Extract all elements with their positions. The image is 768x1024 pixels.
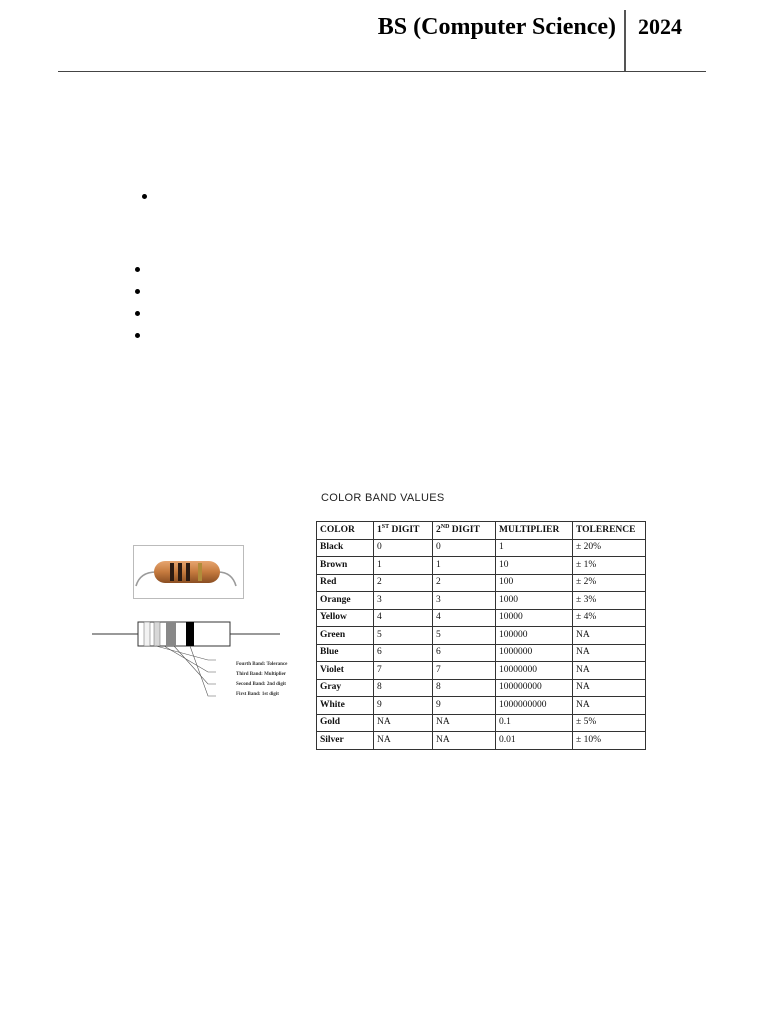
cell-tolerance: ± 5% [573, 714, 646, 732]
label-third-band: Third Band: Multiplier [236, 672, 287, 677]
cell-second-digit: 1 [433, 557, 496, 575]
table-row [317, 574, 646, 592]
cell-first-digit: 6 [374, 644, 433, 662]
bullet-point [135, 311, 140, 316]
cell-tolerance: NA [573, 679, 646, 697]
bullet-point [135, 267, 140, 272]
cell-second-digit: 3 [433, 592, 496, 610]
table-row [317, 557, 646, 575]
cell-second-digit: 4 [433, 609, 496, 627]
cell-tolerance: NA [573, 697, 646, 715]
cell-color: Brown [317, 557, 374, 575]
cell-tolerance: NA [573, 627, 646, 645]
cell-color: Orange [317, 592, 374, 610]
cell-first-digit: 8 [374, 679, 433, 697]
cell-color: Yellow [317, 609, 374, 627]
header-second-digit: 2ND DIGIT [433, 522, 496, 540]
cell-second-digit: 8 [433, 679, 496, 697]
cell-tolerance: NA [573, 644, 646, 662]
resistor-photo-image [134, 546, 243, 598]
cell-second-digit: 9 [433, 697, 496, 715]
color-band-table [316, 521, 646, 750]
table-row [317, 539, 646, 557]
cell-second-digit: 5 [433, 627, 496, 645]
header-rule [58, 71, 706, 72]
cell-multiplier: 0.01 [496, 732, 573, 750]
table-row [317, 609, 646, 627]
cell-first-digit: 4 [374, 609, 433, 627]
cell-multiplier: 10000 [496, 609, 573, 627]
cell-second-digit: 6 [433, 644, 496, 662]
cell-second-digit: 0 [433, 539, 496, 557]
cell-tolerance: NA [573, 662, 646, 680]
header-color: COLOR [317, 522, 374, 540]
cell-tolerance: ± 2% [573, 574, 646, 592]
cell-multiplier: 0.1 [496, 714, 573, 732]
table-row [317, 697, 646, 715]
cell-tolerance: ± 3% [573, 592, 646, 610]
cell-multiplier: 10000000 [496, 662, 573, 680]
bullet-point [135, 333, 140, 338]
cell-tolerance: ± 20% [573, 539, 646, 557]
header-tolerance: TOLERENCE [573, 522, 646, 540]
header-divider [624, 10, 626, 72]
cell-color: Gold [317, 714, 374, 732]
cell-second-digit: 7 [433, 662, 496, 680]
table-caption: COLOR BAND VALUES [321, 492, 445, 504]
cell-second-digit: NA [433, 732, 496, 750]
cell-first-digit: NA [374, 714, 433, 732]
cell-tolerance: ± 1% [573, 557, 646, 575]
cell-color: Gray [317, 679, 374, 697]
resistor-photo [133, 545, 244, 599]
header-first-digit: 1ST DIGIT [374, 522, 433, 540]
table-body [317, 539, 646, 749]
table-row [317, 627, 646, 645]
cell-color: Blue [317, 644, 374, 662]
document-year: 2024 [638, 14, 682, 39]
cell-tolerance: ± 4% [573, 609, 646, 627]
cell-color: White [317, 697, 374, 715]
cell-tolerance: ± 10% [573, 732, 646, 750]
cell-first-digit: 3 [374, 592, 433, 610]
cell-color: Green [317, 627, 374, 645]
resistor-band-diagram [90, 612, 330, 722]
cell-first-digit: 2 [374, 574, 433, 592]
cell-first-digit: NA [374, 732, 433, 750]
cell-first-digit: 5 [374, 627, 433, 645]
cell-first-digit: 0 [374, 539, 433, 557]
label-first-band: First Band: 1st digit [236, 692, 279, 697]
table-row [317, 644, 646, 662]
cell-color: Black [317, 539, 374, 557]
cell-color: Violet [317, 662, 374, 680]
bullet-point [135, 289, 140, 294]
table-row [317, 592, 646, 610]
cell-first-digit: 7 [374, 662, 433, 680]
table-row [317, 732, 646, 750]
cell-color: Red [317, 574, 374, 592]
bullet-point [142, 194, 147, 199]
cell-multiplier: 10 [496, 557, 573, 575]
cell-color: Silver [317, 732, 374, 750]
table-row [317, 662, 646, 680]
cell-multiplier: 1000000 [496, 644, 573, 662]
cell-second-digit: NA [433, 714, 496, 732]
cell-multiplier: 1 [496, 539, 573, 557]
cell-first-digit: 9 [374, 697, 433, 715]
cell-multiplier: 1000000000 [496, 697, 573, 715]
table-row [317, 679, 646, 697]
cell-multiplier: 100000 [496, 627, 573, 645]
table-header-row [317, 522, 646, 540]
cell-multiplier: 100000000 [496, 679, 573, 697]
label-second-band: Second Band: 2nd digit [236, 682, 286, 687]
header-multiplier: MULTIPLIER [496, 522, 573, 540]
cell-first-digit: 1 [374, 557, 433, 575]
document-title: BS (Computer Science) [377, 14, 616, 40]
cell-second-digit: 2 [433, 574, 496, 592]
label-fourth-band: Fourth Band: Tolerance [236, 662, 288, 667]
cell-multiplier: 1000 [496, 592, 573, 610]
cell-multiplier: 100 [496, 574, 573, 592]
table-row [317, 714, 646, 732]
